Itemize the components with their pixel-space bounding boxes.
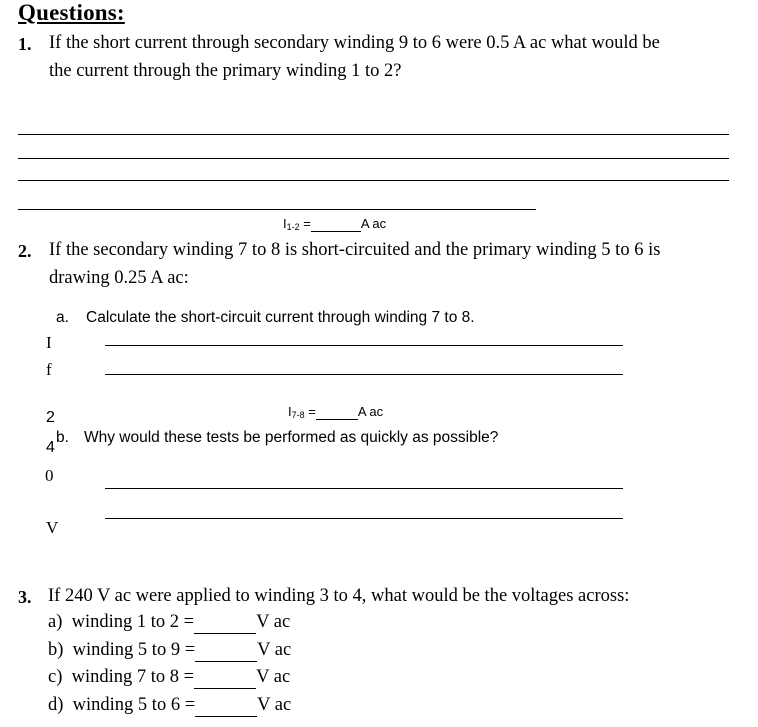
q3-item-a-blank[interactable] <box>194 612 256 634</box>
q2-answer-label: I <box>288 404 292 419</box>
q2-side-char-5: 0 <box>45 466 54 485</box>
q1-answer-blank[interactable] <box>311 216 361 232</box>
q2b-text: Why would these tests be performed as quickly as possible? <box>84 429 499 446</box>
q3-item-c-unit: V ac <box>256 667 291 687</box>
q2-answer-unit: A ac <box>357 404 384 419</box>
q3-item-b-marker: b) <box>48 640 64 660</box>
q3-item-c-label: winding 7 to 8 = <box>71 667 195 687</box>
q3-item-b-label: winding 5 to 9 = <box>72 640 196 660</box>
q2-answer-field <box>288 404 383 420</box>
q1-answer-unit: A ac <box>360 216 387 231</box>
q3-number: 3. <box>18 587 32 607</box>
q3-item-d-label: winding 5 to 6 = <box>72 695 196 715</box>
q2-text-line2: drawing 0.25 A ac: <box>49 268 189 288</box>
q3-item-b-blank[interactable] <box>195 640 257 662</box>
q2a-text: Calculate the short-circuit current through winding 7 to 8. <box>86 309 475 326</box>
q2-side-char-6: V <box>46 518 59 537</box>
q1-answer-line-1[interactable] <box>18 134 729 135</box>
q2-side-char-1: I <box>46 333 52 352</box>
q3-item-c <box>48 667 290 689</box>
q2b-answer-line-2[interactable] <box>105 518 623 519</box>
q2b-answer-line-1[interactable] <box>105 488 623 489</box>
q3-item-b <box>48 640 291 662</box>
q3-text: If 240 V ac were applied to winding 3 to 4, what would be the voltages across: <box>48 586 630 606</box>
q2-side-char-4: 4 <box>46 439 55 456</box>
q1-text-line1: If the short current through secondary winding 9 to 6 were 0.5 A ac what would be <box>49 33 660 53</box>
q3-item-d-unit: V ac <box>257 695 292 715</box>
q2-answer-blank[interactable] <box>316 404 358 420</box>
q3-item-a-marker: a) <box>48 612 63 632</box>
q2a-answer-line-2[interactable] <box>105 374 623 375</box>
q3-item-c-marker: c) <box>48 667 63 687</box>
q2-text-line1: If the secondary winding 7 to 8 is short-circuited and the primary winding 5 to 6 is <box>49 240 661 260</box>
q2-answer-equals: = <box>304 404 316 419</box>
q2a-marker: a. <box>56 309 69 326</box>
q1-answer-line-2[interactable] <box>18 158 729 159</box>
q2-answer-subscript: 7-8 <box>291 410 305 420</box>
q3-item-d-blank[interactable] <box>195 695 257 717</box>
q3-item-a-unit: V ac <box>256 612 291 632</box>
q3-item-c-blank[interactable] <box>194 667 256 689</box>
q1-answer-field <box>283 216 386 232</box>
q1-answer-line-3[interactable] <box>18 180 729 181</box>
q3-item-d-marker: d) <box>48 695 64 715</box>
q1-number: 1. <box>18 34 32 54</box>
q2-number: 2. <box>18 241 32 261</box>
q3-item-a-label: winding 1 to 2 = <box>71 612 195 632</box>
q2-side-char-3: 2 <box>46 409 55 426</box>
q1-answer-equals: = <box>299 216 311 231</box>
page-title: Questions: <box>18 0 125 25</box>
q1-answer-subscript: 1-2 <box>286 222 300 232</box>
q2b-marker: b. <box>56 429 69 446</box>
q1-answer-line-4[interactable] <box>18 209 536 210</box>
q3-item-b-unit: V ac <box>257 640 292 660</box>
q3-item-d <box>48 695 291 717</box>
q2-side-char-2: f <box>46 360 52 379</box>
q1-text-line2: the current through the primary winding 1 to 2? <box>49 61 402 81</box>
q1-answer-label: I <box>283 216 287 231</box>
q2a-answer-line-1[interactable] <box>105 345 623 346</box>
q3-item-a <box>48 612 290 634</box>
